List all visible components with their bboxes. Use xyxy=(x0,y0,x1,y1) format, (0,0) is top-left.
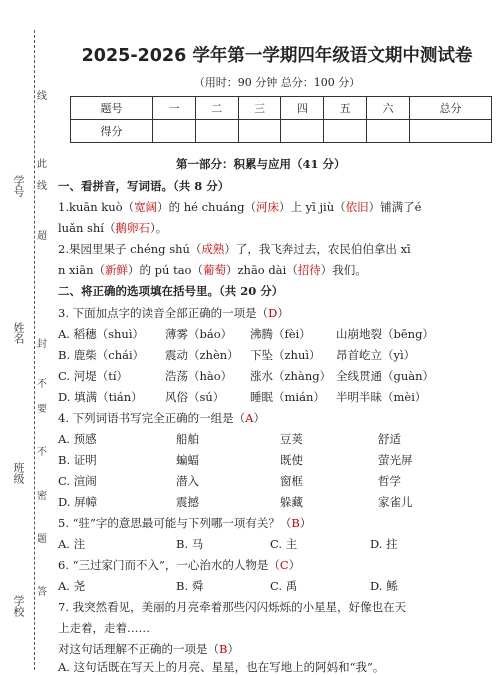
answer-text: 宽阔 xyxy=(134,200,158,214)
score-cell[interactable] xyxy=(195,120,238,143)
option-item: 既使 xyxy=(280,453,303,467)
question-5 xyxy=(58,515,311,531)
q1-text: ）的 pú tao（ xyxy=(128,263,203,277)
option-item: A. 稻穗（shuì） xyxy=(58,327,145,341)
q1-text: ）铺满了é xyxy=(368,200,422,214)
option-item: 下坠（zhuì） xyxy=(250,348,321,362)
option-item: D. 填满（tián） xyxy=(58,390,143,404)
option-item: A. 尧 xyxy=(58,579,86,593)
answer-text: 河床 xyxy=(255,200,279,214)
score-cell[interactable] xyxy=(324,120,367,143)
q4-option-a xyxy=(58,431,496,445)
question-text: 4. 下列词语书写完全正确的一组是（ xyxy=(58,411,246,425)
q1-text: ）了，我飞奔过去，农民伯伯拿出 xī xyxy=(224,242,411,256)
score-row-label: 得分 xyxy=(71,120,153,143)
name-label: 姓名 xyxy=(12,322,25,344)
question-6 xyxy=(58,557,300,573)
option-item: 家雀儿 xyxy=(378,495,413,509)
question-7-line-3 xyxy=(58,641,239,657)
q1-text: n xiān（ xyxy=(58,263,105,277)
q3-option-d xyxy=(58,389,496,403)
option-item: C. 渲闹 xyxy=(58,474,97,488)
option-item: 沸腾（fèi） xyxy=(250,327,311,341)
option-item: 半明半昧（mèi） xyxy=(336,390,427,404)
answer-text: B xyxy=(291,516,300,530)
score-cell[interactable] xyxy=(238,120,281,143)
exam-sheet xyxy=(58,0,496,673)
option-item: 山崩地裂（bēng） xyxy=(336,327,434,341)
score-header-cell: 五 xyxy=(324,97,367,120)
score-table xyxy=(70,96,492,143)
option-item: 潜入 xyxy=(176,474,199,488)
score-header-cell: 一 xyxy=(153,97,196,120)
option-item: D. 屏幛 xyxy=(58,495,98,509)
option-item: B. 马 xyxy=(176,537,204,551)
option-item: D. 拄 xyxy=(370,537,398,551)
seal-char: 此 xyxy=(37,159,47,170)
option-item: B. 舜 xyxy=(176,579,204,593)
q2-title: 二、将正确的选项填在括号里。（共 20 分） xyxy=(58,284,284,298)
exam-subtitle: （用时：90 分钟 总分：100 分） xyxy=(193,76,361,89)
score-cell[interactable] xyxy=(153,120,196,143)
option-item: 舒适 xyxy=(378,432,401,446)
question-text: 对这句话理解不正确的一项是（ xyxy=(58,642,219,656)
option-item: 豆荚 xyxy=(280,432,303,446)
score-cell[interactable] xyxy=(281,120,324,143)
option-item: 薄雾（báo） xyxy=(165,327,233,341)
question-text: 6. “三过家门而不入”，一心治水的人物是（ xyxy=(58,558,280,572)
seal-char: 答 xyxy=(37,587,47,598)
score-header-cell: 题号 xyxy=(71,97,153,120)
option-item: 涨水（zhàng） xyxy=(250,369,332,383)
option-item: 哲学 xyxy=(378,474,401,488)
question-text: ） xyxy=(299,516,312,530)
score-header-cell: 二 xyxy=(195,97,238,120)
q3-option-a xyxy=(58,326,496,340)
exam-title: 2025-2026 学年第一学期四年级语文期中测试卷 xyxy=(81,46,473,66)
seal-char: 要 xyxy=(37,404,47,415)
option-item: 躲藏 xyxy=(280,495,303,509)
seal-char: 不 xyxy=(37,379,47,390)
seal-char: 密 xyxy=(37,491,47,502)
seal-char: 封 xyxy=(37,339,47,350)
score-cell[interactable] xyxy=(409,120,491,143)
q1-text: ）。 xyxy=(150,221,168,235)
score-table-header-row xyxy=(71,97,492,120)
seal-char: 题 xyxy=(37,534,47,545)
score-table-score-row xyxy=(71,120,492,143)
option-item: 震动（zhèn） xyxy=(165,348,239,362)
binding-dashed-line xyxy=(34,30,35,670)
part1-title: 第一部分：积累与应用（41 分） xyxy=(176,157,346,171)
seal-char: 线 xyxy=(37,181,47,192)
question-3 xyxy=(58,305,289,321)
answer-text: D xyxy=(268,306,278,320)
q1-text: ）我们。 xyxy=(320,263,367,277)
option-item: 浩荡（hào） xyxy=(165,369,233,383)
option-item: C. 主 xyxy=(270,537,298,551)
q4-option-b xyxy=(58,452,496,466)
q1-text: luǎn shí（ xyxy=(58,221,116,235)
class-label: 班级 xyxy=(12,462,25,484)
option-item: 全线贯通（guàn） xyxy=(336,369,435,383)
binding-margin xyxy=(0,0,58,673)
score-header-cell: 六 xyxy=(367,97,410,120)
q4-option-d xyxy=(58,494,496,508)
q4-option-c xyxy=(58,473,496,487)
option-item: 昂首屹立（yì） xyxy=(336,348,416,362)
q1-text: ）上 yī jiù（ xyxy=(278,200,346,214)
option-item: B. 证明 xyxy=(58,453,97,467)
score-header-cell: 总分 xyxy=(409,97,491,120)
answer-text: C xyxy=(279,558,289,572)
option-item: 窗框 xyxy=(280,474,303,488)
q5-options xyxy=(58,536,496,550)
question-4 xyxy=(58,410,265,426)
q1-text: 2.果园里果子 chéng shú（ xyxy=(58,242,202,256)
option-item: A. 注 xyxy=(58,537,86,551)
q1-line-4 xyxy=(58,262,367,278)
score-header-cell: 三 xyxy=(238,97,281,120)
answer-text: 依旧 xyxy=(345,200,369,214)
q1-text: ）的 hé chuáng（ xyxy=(157,200,256,214)
answer-text: 新鲜 xyxy=(105,263,128,277)
answer-text: B xyxy=(219,642,228,656)
answer-text: 招待 xyxy=(297,263,321,277)
q6-options xyxy=(58,578,496,592)
question-text: ） xyxy=(253,411,265,425)
option-item: A. 预感 xyxy=(58,432,97,446)
answer-text: 鹅卵石 xyxy=(115,221,150,235)
answer-text: 葡萄 xyxy=(202,263,226,277)
option-item: B. 鹿柴（chái） xyxy=(58,348,145,362)
seal-char: 线 xyxy=(37,91,47,102)
score-cell[interactable] xyxy=(367,120,410,143)
q1-line-3 xyxy=(58,241,411,257)
question-text: ） xyxy=(227,642,239,656)
q1-line-2 xyxy=(58,220,167,236)
option-item: 萤光屏 xyxy=(378,453,413,467)
question-text: 5. “驻”字的意思最可能与下列哪一项有关？（ xyxy=(58,516,292,530)
answer-text: A xyxy=(245,411,254,425)
option-item: C. 河堤（tí） xyxy=(58,369,128,383)
seal-char: 不 xyxy=(37,447,47,458)
q7-option-a: A. 这句话既在写天上的月亮、星星，也在写地上的阿妈和“我”。 xyxy=(58,660,385,674)
seal-char: 超 xyxy=(37,231,47,242)
q1-text: ）zhāo dài（ xyxy=(225,263,298,277)
question-text: ） xyxy=(277,306,289,320)
option-item: 震撼 xyxy=(176,495,199,509)
student-id-label: 学号 xyxy=(12,175,25,197)
score-header-cell: 四 xyxy=(281,97,324,120)
q1-line-1 xyxy=(58,199,421,215)
q3-option-c xyxy=(58,368,496,382)
q1-text: 1.kuān kuò（ xyxy=(58,200,135,214)
q3-option-b xyxy=(58,347,496,361)
question-7-line-2: 上走着，走着…… xyxy=(58,621,150,635)
option-item: 蝙蝠 xyxy=(176,453,199,467)
option-item: D. 鲧 xyxy=(370,579,398,593)
option-item: 船舶 xyxy=(176,432,199,446)
q1-title: 一、看拼音，写词语。（共 8 分） xyxy=(58,179,230,193)
question-7-line-1: 7. 我突然看见，美丽的月亮牵着那些闪闪烁烁的小星星，好像也在天 xyxy=(58,600,407,614)
option-item: 风俗（sú） xyxy=(165,390,225,404)
school-label: 学校 xyxy=(12,595,25,617)
question-text: 3. 下面加点字的读音全部正确的一项是（ xyxy=(58,306,269,320)
question-text: ） xyxy=(288,558,301,572)
option-item: 睡眠（mián） xyxy=(250,390,325,404)
option-item: C. 禹 xyxy=(270,579,298,593)
answer-text: 成熟 xyxy=(201,242,225,256)
